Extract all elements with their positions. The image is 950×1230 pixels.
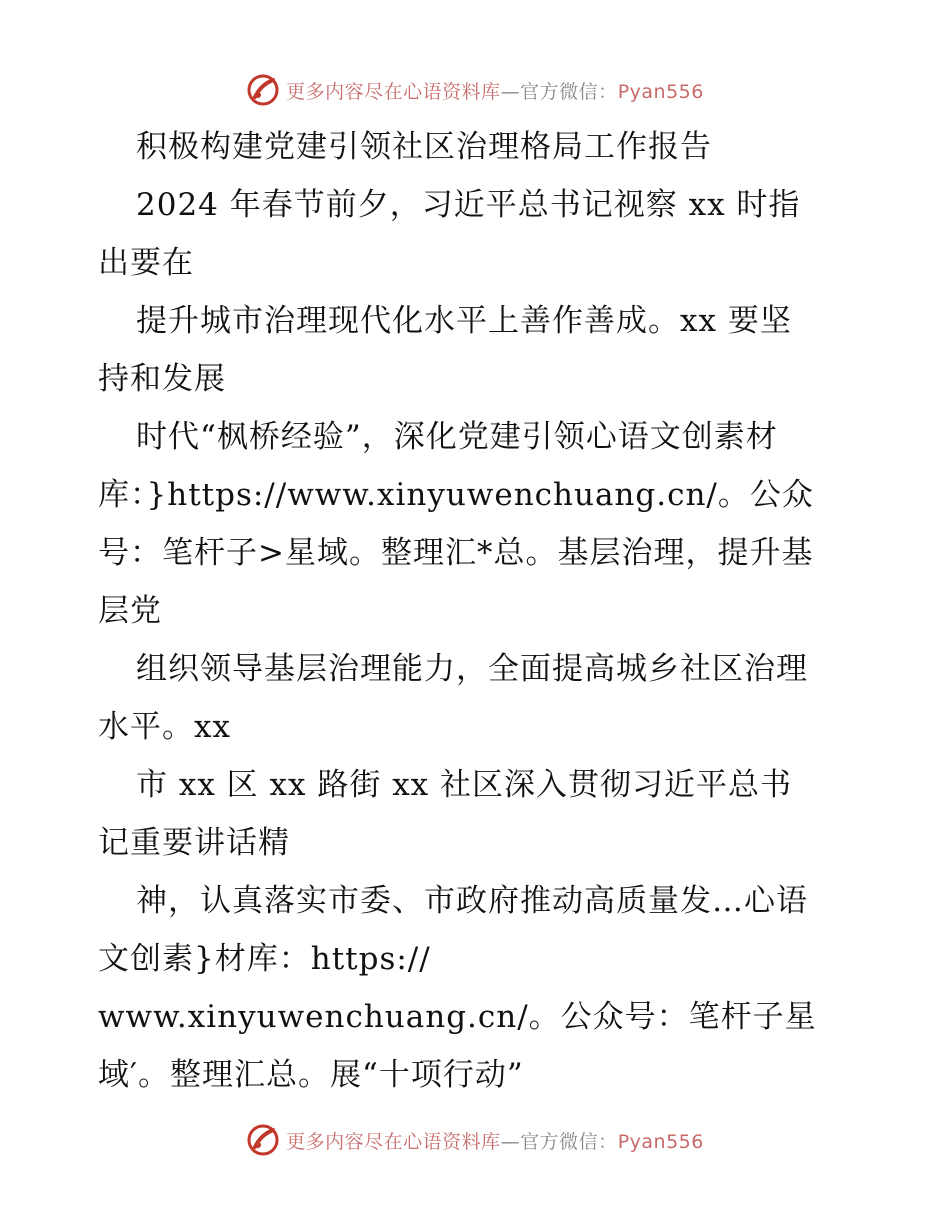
paragraph-line: 组织领导基层治理能力，全面提高城乡社区治理 (136, 651, 808, 687)
paragraph-line: 提升城市治理现代化水平上善作善成。xx 要坚 (136, 303, 792, 339)
paragraph-line: 记重要讲话精 (98, 825, 290, 861)
ink-brush-logo-icon (246, 73, 280, 107)
paragraph-line: 号：笔杆子>星域。整理汇*总。基层治理，提升基 (98, 535, 814, 571)
banner-official-label: 官方微信： (520, 1130, 618, 1153)
paragraph-line: 市 xx 区 xx 路街 xx 社区深入贯彻习近平总书 (136, 767, 793, 803)
footer-banner (0, 1120, 950, 1160)
header-banner (0, 70, 950, 110)
banner-official-label: 官方微信： (520, 80, 618, 103)
banner-text (286, 77, 704, 104)
banner-text (286, 1127, 704, 1154)
header-banner-inner (246, 73, 704, 107)
footer-banner-inner (246, 1123, 704, 1157)
banner-separator: — (500, 1130, 521, 1153)
paragraph-line: 时代“枫桥经验”，深化党建引领心语文创素材 (136, 419, 778, 455)
paragraph-line: www.xinyuwenchuang.cn/。公众号：笔杆子星 (98, 999, 817, 1035)
paragraph-line: 层党 (98, 593, 162, 629)
banner-site-text: 更多内容尽在心语资料库 (286, 80, 501, 103)
banner-separator: — (500, 80, 521, 103)
paragraph-line: 库：}https://www.xinyuwenchuang.cn/。公众 (98, 477, 814, 513)
paragraph-line: 出要在 (98, 245, 194, 281)
paragraph-line: 文创素}材库：https:// (98, 941, 431, 977)
document-title: 积极构建党建引领社区治理格局工作报告 (136, 129, 712, 165)
ink-brush-logo-icon (246, 1123, 280, 1157)
paragraph-line: 持和发展 (98, 361, 226, 397)
paragraph-line: 域′。整理汇总。展“十项行动” (98, 1057, 524, 1093)
banner-wechat-id: Pyan556 (617, 1130, 704, 1153)
paragraph-line: 水平。xx (98, 709, 231, 745)
paragraph-line: 2024 年春节前夕，习近平总书记视察 xx 时指 (136, 187, 801, 223)
paragraph-line: 神，认真落实市委、市政府推动高质量发…心语 (136, 883, 808, 919)
banner-wechat-id: Pyan556 (617, 80, 704, 103)
banner-site-text: 更多内容尽在心语资料库 (286, 1130, 501, 1153)
document-body (98, 118, 868, 1104)
